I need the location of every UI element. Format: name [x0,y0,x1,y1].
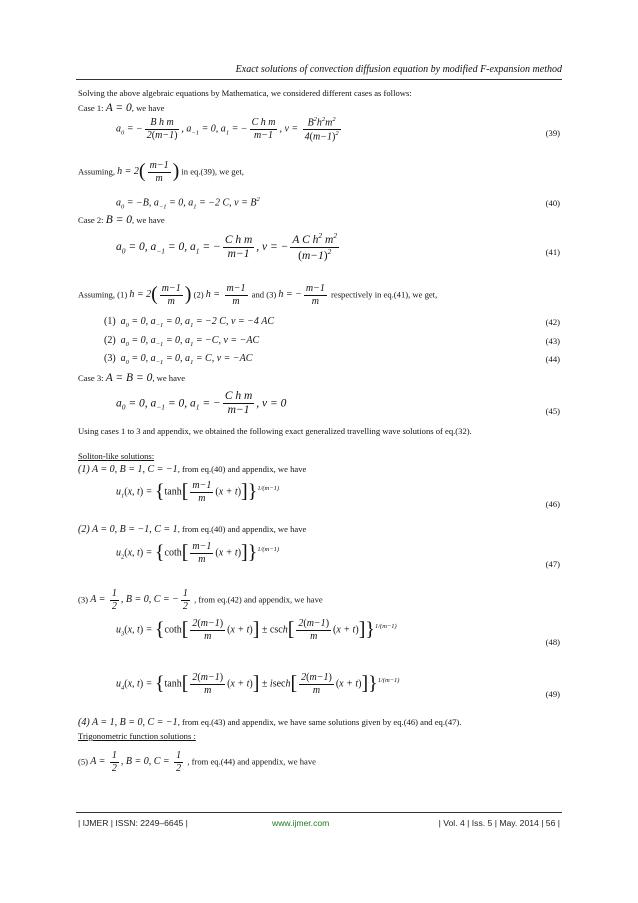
assuming2-mid1: (2) [193,289,204,300]
eq-number-40: (40) [545,198,560,208]
solution4-line [78,717,461,728]
intro-paragraph: Solving the above algebraic equations by Mathematica, we considered different cases as follows: [78,88,412,98]
equation-46: $u_1(x$, t) = {tanh[ $\frac{m-1}{m}$ (x + t)]}$^{1/(m-1)}$ [116,480,280,504]
solution4-text: , from eq.(43) and appendix, we have same solutions given by eq.(46) and eq.(47). [177,717,462,727]
assuming1-pre: Assuming, [78,166,116,177]
eq-number-49: (49) [545,689,560,699]
using-cases-paragraph: Using cases 1 to 3 and appendix, we obtained the following exact generalized travelling wave solutions of eq.(32). [78,426,472,436]
case2-line [78,214,165,226]
case3-line [78,372,185,384]
equation-44: (3) $a_0 = 0$, $a_{-1} = 0$, $a_1 = C$, v = −AC [104,353,253,366]
eq-number-43: (43) [545,336,560,346]
trigonometric-heading: Trigonometric function solutions : [78,731,196,741]
equation-48: $u_3(x$, t) = {coth[ $\frac{2(m-1)}{m}$ (x + t)] ± csch[ $\frac{2(m-1)}{m}$ (x + t)]}$^{1/(m-1)}$ [116,618,397,642]
case3-label: Case 3: [78,373,104,383]
case1-line [78,102,164,114]
solution3-line [78,588,323,612]
case3-condition: A = B = 0 [105,372,153,384]
soliton-heading: Soliton-like solutions: [78,451,155,461]
assuming1-expr: h = 2( $\frac{m-1}{m}$ ) [117,160,180,184]
case2-label: Case 2: [78,215,104,225]
case1-condition: A = 0 [105,102,132,114]
solution5-prefix: (5) [78,756,89,767]
solution1-text: , from eq.(40) and appendix, we have [177,464,307,474]
eq-number-46: (46) [545,499,560,509]
assuming1-post: in eq.(39), we get, [181,166,244,177]
solution5-text: , from eq.(44) and appendix, we have [187,756,316,767]
footer-volume: | Vol. 4 | Iss. 5 | May. 2014 | 56 | [438,818,560,828]
assuming1-line [78,160,244,184]
assuming2-expr1: h = 2( $\frac{m-1}{m}$ ) [129,283,192,307]
solution5-line [78,750,316,774]
equation-49: $u_4(x$, t) = {tanh[ $\frac{2(m-1)}{m}$ (x + t)] ± isech[ $\frac{2(m-1)}{m}$ (x + t)]}$^{1/(m-1)}$ [116,672,400,696]
solution1-line [78,464,306,475]
assuming2-pre: Assuming, (1) [78,289,128,300]
eq-number-41: (41) [545,247,560,257]
eq-number-48: (48) [545,637,560,647]
eq-number-42: (42) [545,317,560,327]
solution5-condition: A = $\frac{1}{2}$ , B = 0, C = $\frac{1}{2}$ [90,750,182,774]
equation-40: $a_0 = -B$, $a_{-1} = 0$, $a_1 = -2$ C, $v = B^2$ [116,196,260,211]
solution4-condition: (4) A = 1, B = 0, C = −1 [78,717,178,728]
equation-45: $a_0 = 0$, $a_{-1} = 0$, $a_1$ = − $\frac{\text{C h m}}{m-1}$ , v = 0 [116,390,287,417]
case1-we-have: , we have [131,103,165,113]
equation-42: (1) $a_0 = 0$, $a_{-1} = 0$, $a_1 = -2$ C, v = −4 AC [104,316,275,329]
solution3-text: , from eq.(42) and appendix, we have [194,594,323,605]
equation-41: $a_0 = 0$, $a_{-1} = 0$, $a_1$ = − $\frac{\text{C h m}}{m-1}$ , v = − $\frac{A C h^2 m^2}{(m-1)^2}$ [116,231,338,262]
eq-number-45: (45) [545,406,560,416]
solution3-condition: A = $\frac{1}{2}$ , B = 0, C = − $\frac{1}{2}$ [90,588,188,612]
solution2-line [78,524,306,535]
equation-47: $u_2(x$, t) = {coth[ $\frac{m-1}{m}$ (x + t)]}$^{1/(m-1)}$ [116,541,280,565]
solution2-text: , from eq.(40) and appendix, we have [177,524,307,534]
assuming2-post: respectively in eq.(41), we get, [331,289,438,300]
header-rule [76,79,562,80]
assuming2-mid2: and (3) [251,289,277,300]
case2-we-have: , we have [132,215,165,225]
case3-we-have: , we have [152,373,186,383]
assuming2-expr2: h = $\frac{m-1}{m}$ [205,283,246,307]
solution1-condition: (1) A = 0, B = 1, C = −1 [78,464,178,475]
solution2-condition: (2) A = 0, B = −1, C = 1 [78,524,178,535]
solution3-prefix: (3) [78,594,89,605]
running-header: Exact solutions of convection diffusion equation by modified F-expansion method [235,64,562,75]
footer-journal: | IJMER | ISSN: 2249–6645 | [78,818,188,828]
eq-number-44: (44) [545,354,560,364]
eq-number-47: (47) [545,559,560,569]
assuming2-line [78,283,437,307]
equation-39: $a_0$ = − $\frac{\text{B h m}}{2(m-1)}$ , $a_{-1} = 0$, $a_1$ = − $\frac{\text{C h m}}{m-1}$ , v = $\frac{B^2h^2m^2}{4(m-1)^2}$ [116,116,339,143]
eq-number-39: (39) [545,128,560,138]
footer-rule [76,812,562,813]
case1-label: Case 1: [78,103,104,113]
equation-43: (2) $a_0 = 0$, $a_{-1} = 0$, $a_1 = -C$, v = −AC [104,335,260,348]
footer-website-link[interactable]: www.ijmer.com [272,818,330,828]
case2-condition: B = 0 [105,214,132,226]
assuming2-expr3: h = − $\frac{m-1}{m}$ [278,283,325,307]
